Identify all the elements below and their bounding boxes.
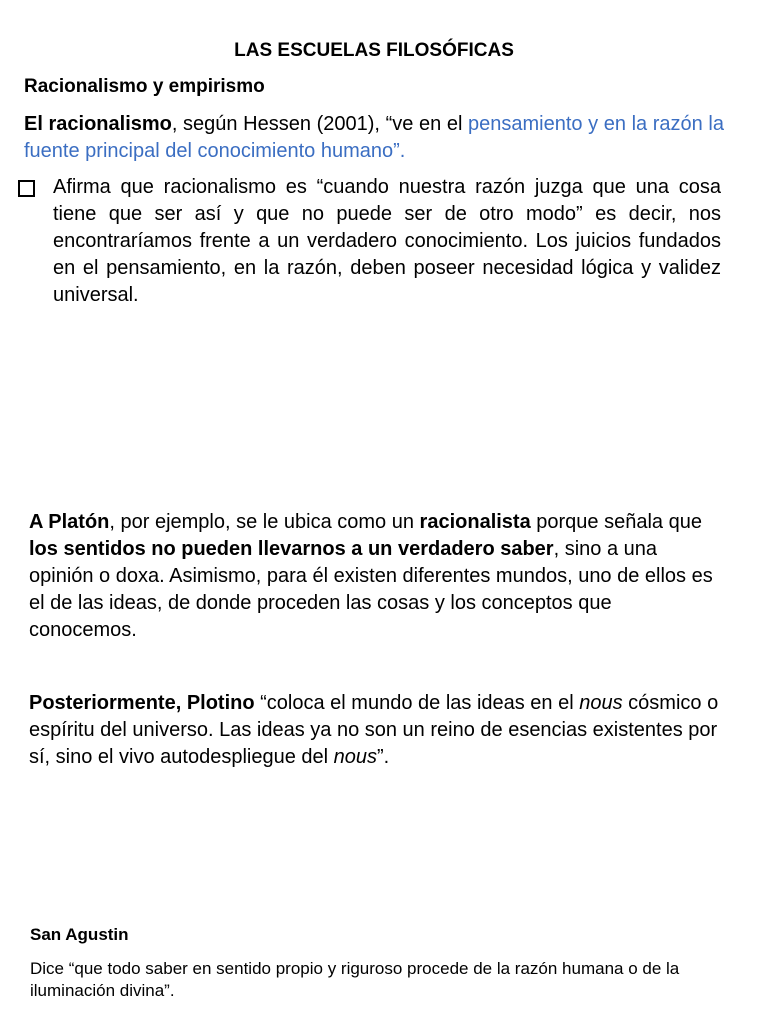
- plotino-text-3: ”.: [377, 746, 390, 768]
- platon-racionalista: racionalista: [419, 511, 531, 533]
- intro-term: El racionalismo: [24, 113, 172, 135]
- plotino-nous-2: nous: [333, 746, 378, 768]
- plotino-text-2: cósmico o espíritu del universo. Las ideas ya no son un reino de esencias existentes por sí, sino el vivo autodespliegue del: [29, 692, 719, 768]
- platon-emphasis: los sentidos no pueden llevarnos a un verdadero saber: [29, 538, 554, 560]
- intro-highlight: pensamiento y en la razón la fuente principal del conocimiento humano”.: [24, 113, 724, 162]
- bullet-paragraph: Afirma que racionalismo es “cuando nuestra razón juzga que una cosa tiene que ser así y que no puede ser de otro modo” es decir, nos encontraríamos frente a un verdadero conocimiento. Los juicios fundados en el pensamiento, en la razón, deben poseer necesidad lógica y validez universal.: [53, 176, 721, 306]
- plotino-paragraph: [29, 690, 719, 771]
- plotino-nous-1: nous: [579, 692, 623, 714]
- platon-name: A Platón: [29, 511, 110, 533]
- intro-paragraph: [24, 111, 724, 165]
- platon-paragraph: [29, 509, 719, 644]
- san-agustin-paragraph: Dice “que todo saber en sentido propio y riguroso procede de la razón humana o de la iluminación divina”.: [30, 959, 680, 1000]
- intro-text: , según Hessen (2001), “ve en el: [171, 113, 468, 135]
- san-agustin-heading: San Agustin: [30, 925, 129, 944]
- section-subtitle: Racionalismo y empirismo: [24, 76, 265, 97]
- platon-text-1: , por ejemplo, se le ubica como un: [109, 511, 420, 533]
- plotino-text-1: “coloca el mundo de las ideas en el: [254, 692, 580, 714]
- platon-text-2: porque señala que: [530, 511, 702, 533]
- plotino-name: Posteriormente, Plotino: [29, 692, 255, 714]
- checkbox-bullet-icon: [18, 180, 35, 197]
- platon-text-3: , sino a una opinión o doxa. Asimismo, para él existen diferentes mundos, uno de ellos es el de las ideas, de donde proceden las cosas y los conceptos que conocemos.: [29, 538, 713, 641]
- page-title: LAS ESCUELAS FILOSÓFICAS: [234, 40, 514, 61]
